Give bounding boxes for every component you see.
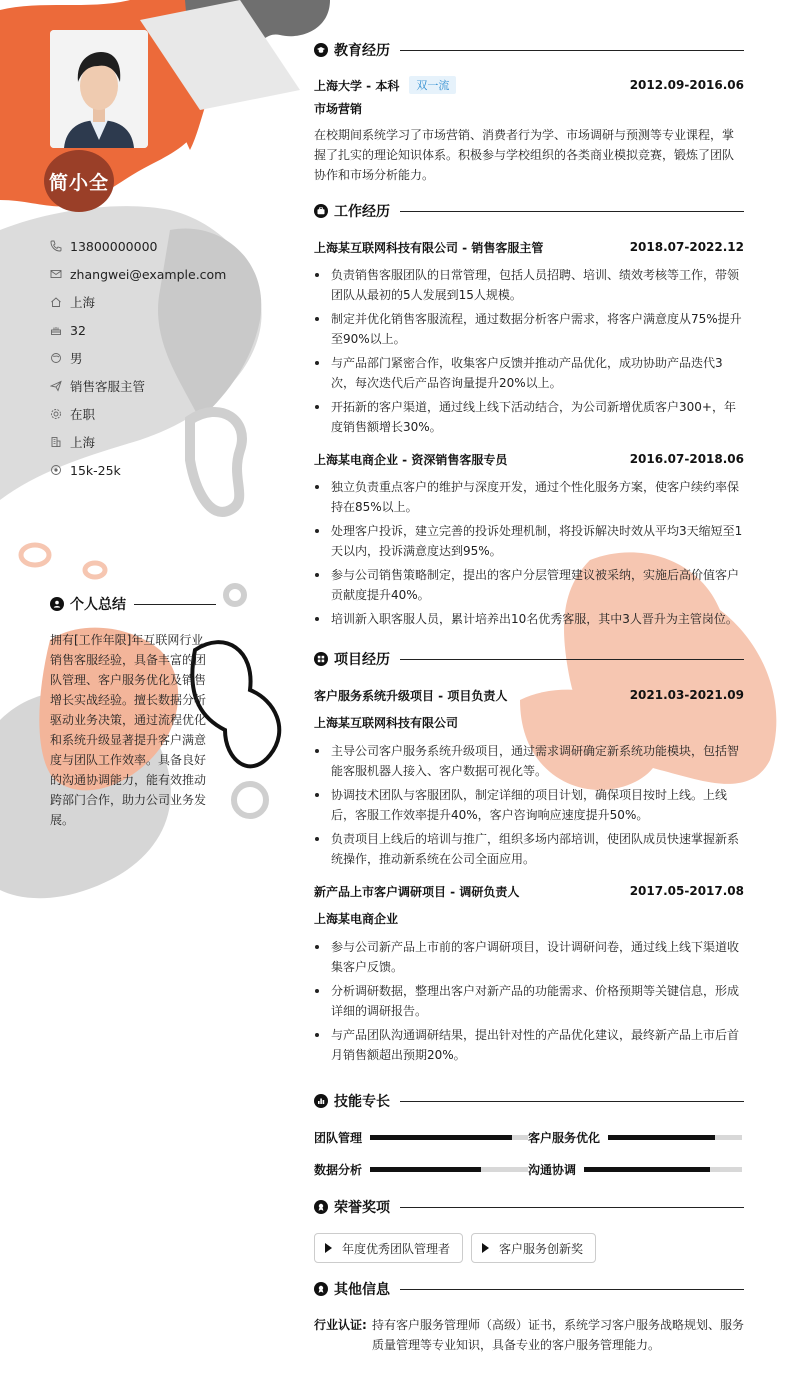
info-age [50, 316, 260, 344]
section-divider [400, 50, 744, 51]
skill-name: 沟通协调 [528, 1162, 577, 1177]
project-bullet-list [314, 741, 744, 869]
award-label: 年度优秀团队管理者 [342, 1241, 451, 1256]
education-date: 2012.09-2016.06 [629, 78, 744, 92]
play-triangle-icon [325, 1243, 332, 1253]
graduation-cap-icon [314, 43, 328, 57]
contact-info-list [50, 232, 260, 484]
money-icon [50, 464, 62, 476]
status-gear-icon [50, 408, 62, 420]
projects-section-title [314, 649, 744, 669]
project-bullet-list [314, 937, 744, 1065]
list-item: 负责项目上线后的培训与推广，组织多场内部培训，使团队成员快速掌握新系统操作，推动新系统在公司全面应用。 [314, 829, 744, 869]
sidebar [0, 0, 270, 1376]
skills-section-title [314, 1091, 744, 1111]
list-item: 开拓新的客户渠道，通过线上线下活动结合，为公司新增优质客户300+，年度销售额增长30%。 [314, 397, 744, 437]
school-name: 上海大学 - 本科 [314, 78, 400, 93]
mail-icon [50, 268, 62, 280]
work-section-title [314, 201, 744, 221]
skills-title: 技能专长 [334, 1094, 390, 1110]
certification-label: 行业认证: [314, 1318, 367, 1332]
skill-name: 客户服务优化 [528, 1130, 601, 1145]
skill-level-fill [370, 1135, 512, 1140]
info-phone [50, 232, 260, 260]
list-item: 参与公司新产品上市前的客户调研项目，设计调研问卷，通过线上线下渠道收集客户反馈。 [314, 937, 744, 977]
list-item: 培训新入职客服人员，累计培养出10名优秀客服，其中3人晋升为主管岗位。 [314, 609, 744, 629]
certification-row [314, 1315, 744, 1355]
building-icon [50, 436, 62, 448]
section-divider [134, 604, 216, 605]
home-icon [50, 296, 62, 308]
project-date: 2017.05-2017.08 [629, 884, 744, 898]
skill-name: 数据分析 [314, 1162, 363, 1177]
section-divider [400, 211, 744, 212]
education-section-title [314, 40, 744, 60]
salary-text: 15k-25k [70, 462, 121, 478]
main-content [314, 40, 744, 1355]
info-email [50, 260, 260, 288]
certification-text: 持有客户服务管理师（高级）证书，系统学习客户服务战略规划、服务质量管理等专业知识，具备专业的客户服务管理能力。 [372, 1318, 745, 1352]
skill-item [314, 1127, 528, 1147]
list-item: 分析调研数据，整理出客户对新产品的功能需求、价格预期等关键信息，形成详细的调研报告。 [314, 981, 744, 1021]
list-item: 制定并优化销售客服流程，通过数据分析客户需求，将客户满意度从75%提升至90%以上。 [314, 309, 744, 349]
section-divider [400, 1101, 744, 1102]
project-entry-head [314, 881, 744, 901]
job-bullet-list [314, 265, 744, 437]
other-title: 其他信息 [334, 1282, 390, 1298]
award-medal-icon [314, 1200, 328, 1214]
awards-list [314, 1233, 744, 1263]
play-triangle-icon [482, 1243, 489, 1253]
award-chip [314, 1233, 463, 1263]
list-item: 处理客户投诉，建立完善的投诉处理机制，将投诉解决时效从平均3天缩短至1天以内，投诉满意度达到95%。 [314, 521, 744, 561]
job-date: 2018.07-2022.12 [629, 240, 744, 254]
list-item: 与产品部门紧密合作，收集客户反馈并推动产品优化，成功协助产品迭代3次，每次迭代后产品咨询量提升20%以上。 [314, 353, 744, 393]
project-date: 2021.03-2021.09 [629, 688, 744, 702]
send-icon [50, 380, 62, 392]
skill-item [528, 1159, 750, 1179]
phone-text: 13800000000 [70, 238, 158, 254]
skill-level-bar [608, 1135, 742, 1140]
work-title: 工作经历 [334, 204, 390, 220]
summary-text: 拥有[工作年限]年互联网行业销售客服经验，具备丰富的团队管理、客户服务优化及销售增长实战经验。擅长数据分析驱动业务决策，通过流程优化和系统升级显著提升客户满意度与团队工作效率。具备良好的沟通协调能力，能有效推动跨部门合作，助力公司业务发展。 [50, 633, 207, 827]
project-title: 客户服务系统升级项目 - 项目负责人 [314, 688, 508, 703]
skill-level-bar [584, 1167, 742, 1172]
award-label: 客户服务创新奖 [499, 1241, 584, 1256]
education-major: 市场营销 [314, 102, 363, 116]
phone-icon [50, 240, 62, 252]
summary-title: 个人总结 [70, 597, 126, 613]
education-description: 在校期间系统学习了市场营销、消费者行为学、市场调研与预测等专业课程，掌握了扎实的理论知识体系。积极参与学校组织的各类商业模拟竞赛，锻炼了团队协作和市场分析能力。 [314, 128, 735, 182]
skill-level-fill [370, 1167, 481, 1172]
list-item: 主导公司客户服务系统升级项目，通过需求调研确定新系统功能模块，包括智能客服机器人接入、客户数据可视化等。 [314, 741, 744, 781]
section-divider [400, 1207, 744, 1208]
job-title: 上海某电商企业 - 资深销售客服专员 [314, 452, 508, 467]
list-item: 负责销售客服团队的日常管理，包括人员招聘、培训、绩效考核等工作，带领团队从最初的5人发展到15人规模。 [314, 265, 744, 305]
job-entry-head [314, 449, 744, 469]
age-text: 32 [70, 322, 86, 338]
user-icon [50, 597, 64, 611]
cake-icon [50, 324, 62, 336]
gender-icon [50, 352, 62, 364]
awards-section-title [314, 1197, 744, 1217]
section-divider [400, 1289, 744, 1290]
skill-item [314, 1159, 528, 1179]
projects-title: 项目经历 [334, 652, 390, 668]
summary-section-title [50, 594, 216, 614]
info-gender [50, 344, 260, 372]
info-position [50, 372, 260, 400]
skill-item [528, 1127, 750, 1147]
skill-level-bar [370, 1135, 528, 1140]
profile-photo [50, 30, 148, 148]
list-item: 协调技术团队与客服团队，制定详细的项目计划，确保项目按时上线。上线后，客服工作效率提升40%，客户咨询响应速度提升50%。 [314, 785, 744, 825]
info-location [50, 288, 260, 316]
candidate-name: 简小全 [44, 150, 114, 212]
info-salary [50, 456, 260, 484]
gender-text: 男 [70, 351, 83, 366]
info-city [50, 428, 260, 456]
info-status [50, 400, 260, 428]
project-title: 新产品上市客户调研项目 - 调研负责人 [314, 884, 520, 899]
list-item: 参与公司销售策略制定，提出的客户分层管理建议被采纳，实施后高价值客户贡献度提升40%。 [314, 565, 744, 605]
project-organization: 上海某电商企业 [314, 912, 399, 926]
education-entry-head [314, 75, 744, 95]
skill-level-fill [584, 1167, 710, 1172]
awards-title: 荣誉奖项 [334, 1200, 390, 1216]
list-item: 与产品团队沟通调研结果，提出针对性的产品优化建议，最终新产品上市后首月销售额超出预期20%。 [314, 1025, 744, 1065]
location-text: 上海 [70, 295, 96, 310]
city-text: 上海 [70, 435, 96, 450]
list-item: 独立负责重点客户的维护与深度开发，通过个性化服务方案，使客户续约率保持在85%以上。 [314, 477, 744, 517]
education-title: 教育经历 [334, 43, 390, 59]
briefcase-icon [314, 204, 328, 218]
award-chip [471, 1233, 596, 1263]
section-divider [400, 659, 744, 660]
skill-name: 团队管理 [314, 1130, 363, 1145]
job-entry-head [314, 237, 744, 257]
project-entry-head [314, 685, 744, 705]
job-title: 上海某互联网科技有限公司 - 销售客服主管 [314, 240, 544, 255]
school-tag-badge: 双一流 [409, 76, 456, 94]
email-text: zhangwei@example.com [70, 266, 227, 282]
skills-grid [314, 1127, 744, 1179]
info-medal-icon [314, 1282, 328, 1296]
position-text: 销售客服主管 [70, 379, 146, 394]
skill-level-fill [608, 1135, 715, 1140]
grid-icon [314, 652, 328, 666]
other-section-title [314, 1279, 744, 1299]
skill-level-bar [370, 1167, 528, 1172]
bar-chart-icon [314, 1094, 328, 1108]
status-text: 在职 [70, 407, 96, 422]
job-bullet-list [314, 477, 744, 629]
project-organization: 上海某互联网科技有限公司 [314, 716, 459, 730]
job-date: 2016.07-2018.06 [629, 452, 744, 466]
